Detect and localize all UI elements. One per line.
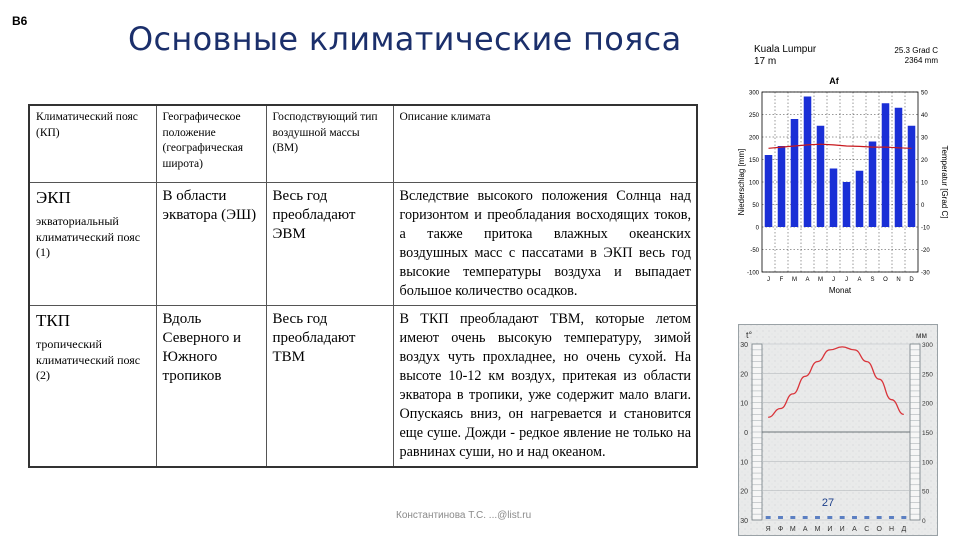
precip-tick-label: 100 (922, 459, 933, 467)
author-watermark: Константинова Т.С. ...@list.ru (396, 510, 532, 521)
precip-bar (765, 155, 773, 227)
description-cell: Вследствие высокого положения Солнца над горизонтом и преобладания восходящих токов, а также притока влажных океанских воздушных масс с пассатами в ЭКП весь год высокие температуры воздуха и выпадает большое количество осадков. (393, 183, 697, 306)
annual-temperature: 25.3 Grad C (894, 46, 938, 55)
precip-bar (830, 169, 838, 228)
temp-tick-label: -30 (921, 270, 930, 277)
table-header-row (29, 105, 697, 183)
month-tick-label: Я (765, 526, 771, 533)
temp-tick-label: 20 (740, 371, 748, 379)
description-cell: В ТКП преобладают ТВМ, которые летом имеют очень высокую температуру, зимой воздух чуть прохладнее, но очень сухой. На высоте 10-12 км воздух, притекая из области экватора в тропики, уже содержит мало влаги. Опускаясь вниз, он нагревается и становится еще суше. Дожди - редкое явление не только на равнинах суши, но и над океаном. (393, 306, 697, 468)
precip-bar (908, 126, 916, 227)
belt-abbr: ЭКП (36, 188, 71, 207)
month-tick-label: J (832, 277, 835, 283)
precip-tick-label: 250 (748, 113, 759, 119)
climate-table (28, 104, 698, 468)
temp-tick-label: 20 (921, 158, 928, 164)
month-tick-label: S (870, 277, 875, 283)
month-tick-label: Ф (777, 526, 784, 533)
annual-precipitation: 2364 mm (904, 56, 938, 65)
temp-tick-label: -20 (921, 248, 930, 254)
precip-tick-label: 200 (922, 400, 933, 408)
climate-class: Af (829, 76, 839, 86)
kuala-lumpur-climate-chart (734, 38, 960, 338)
position-cell: Вдоль Северного и Южного тропиков (156, 306, 266, 468)
precip-bar (840, 516, 845, 519)
precip-bar (827, 516, 832, 519)
air-mass-cell: Весь год преобладают ТВМ (266, 306, 393, 468)
precip-bar (869, 142, 877, 228)
month-tick-label: O (883, 277, 888, 283)
precip-tick-label: 150 (922, 430, 933, 437)
month-tick-label: F (779, 277, 784, 283)
x-axis-label: Monat (828, 286, 852, 295)
temp-tick-label: 10 (921, 180, 928, 187)
month-tick-label: J (845, 277, 848, 283)
precip-bar (803, 516, 808, 519)
precip-tick-label: 50 (752, 203, 759, 209)
precip-bar (817, 126, 825, 227)
precip-tick-label: 200 (748, 135, 759, 142)
slide-title: Основные климатические пояса (128, 20, 682, 58)
month-tick-label: A (857, 277, 862, 283)
precip-tick-label: 100 (748, 180, 759, 187)
belt-full-name: экваториальный климатический пояс (1) (36, 214, 141, 259)
precip-bar (889, 516, 894, 519)
month-tick-label: М (814, 526, 821, 533)
precip-tick-label: 150 (748, 158, 759, 164)
tropical-climatogram (738, 324, 938, 536)
air-mass-cell: Весь год преобладают ЭВМ (266, 183, 393, 306)
temp-tick-label: 20 (740, 488, 748, 496)
table-row (29, 306, 697, 468)
precip-bar (901, 516, 906, 519)
temp-tick-label: 0 (744, 430, 748, 437)
position-cell: В области экватора (ЭШ) (156, 183, 266, 306)
month-tick-label: J (767, 277, 770, 283)
chart-background (738, 324, 938, 536)
precip-bar (856, 171, 864, 227)
precip-bar (778, 146, 786, 227)
precip-bar (864, 516, 869, 519)
header-belt: Климатический пояс (КП) (29, 105, 156, 183)
month-tick-label: М (789, 526, 796, 533)
temp-tick-label: 30 (921, 135, 928, 142)
station-elevation: 17 m (754, 56, 777, 67)
temp-tick-label: 10 (740, 400, 748, 408)
slide-number: B6 (12, 14, 28, 28)
precip-tick-label: 0 (755, 225, 759, 232)
precip-bar (766, 516, 771, 519)
month-tick-label: И (839, 526, 845, 533)
table-row (29, 183, 697, 306)
precip-bar (843, 182, 851, 227)
temp-axis-label: Temperatur [Grad C] (940, 145, 949, 219)
header-position: Географическое положение (географическая широта) (156, 105, 266, 183)
precip-bar (791, 119, 799, 227)
temp-tick-label: 30 (740, 342, 748, 349)
month-tick-label: И (827, 526, 833, 533)
precip-scale-label: мм (916, 331, 927, 340)
station-name: Kuala Lumpur (754, 44, 817, 55)
precip-axis-label: Niederschlag [mm] (737, 148, 746, 216)
precip-tick-label: -100 (746, 270, 759, 277)
precip-bar (778, 516, 783, 519)
month-tick-label: M (792, 277, 797, 283)
precip-bar (815, 516, 820, 519)
month-tick-label: N (896, 277, 901, 283)
month-tick-label: Н (888, 526, 895, 533)
precip-bar (852, 516, 857, 519)
month-tick-label: О (876, 526, 882, 533)
precip-bar (882, 103, 890, 227)
precip-bar (877, 516, 882, 519)
temp-tick-label: 30 (740, 518, 748, 525)
header-air-mass: Господствующий тип воздушной массы (ВМ) (266, 105, 393, 183)
temp-tick-label: 10 (740, 459, 748, 467)
belt-full-name: тропический климатический пояс (2) (36, 337, 141, 382)
belt-cell (29, 183, 156, 306)
month-tick-label: А (802, 526, 808, 533)
precip-tick-label: 300 (748, 90, 759, 97)
precip-bar (895, 108, 903, 227)
temp-scale-label: t° (746, 330, 753, 340)
precip-tick-label: 300 (922, 342, 933, 349)
precip-bar (804, 97, 812, 228)
temp-tick-label: 40 (921, 113, 928, 119)
month-tick-label: D (909, 277, 914, 283)
precip-tick-label: 50 (922, 488, 930, 496)
belt-abbr: ТКП (36, 311, 70, 330)
month-tick-label: А (852, 526, 857, 533)
precip-tick-label: 250 (922, 371, 933, 379)
temp-tick-label: 0 (921, 203, 925, 209)
annual-precip-value: 27 (821, 497, 835, 509)
month-tick-label: Д (901, 526, 907, 533)
temp-tick-label: 50 (921, 90, 928, 97)
month-tick-label: A (805, 277, 810, 283)
belt-cell (29, 306, 156, 468)
precip-bar (790, 516, 795, 519)
header-description: Описание климата (393, 105, 697, 183)
month-tick-label: С (864, 526, 870, 533)
precip-tick-label: -50 (750, 248, 759, 254)
month-tick-label: M (818, 277, 823, 283)
precip-tick-label: 0 (922, 518, 926, 525)
temp-tick-label: -10 (921, 225, 930, 232)
